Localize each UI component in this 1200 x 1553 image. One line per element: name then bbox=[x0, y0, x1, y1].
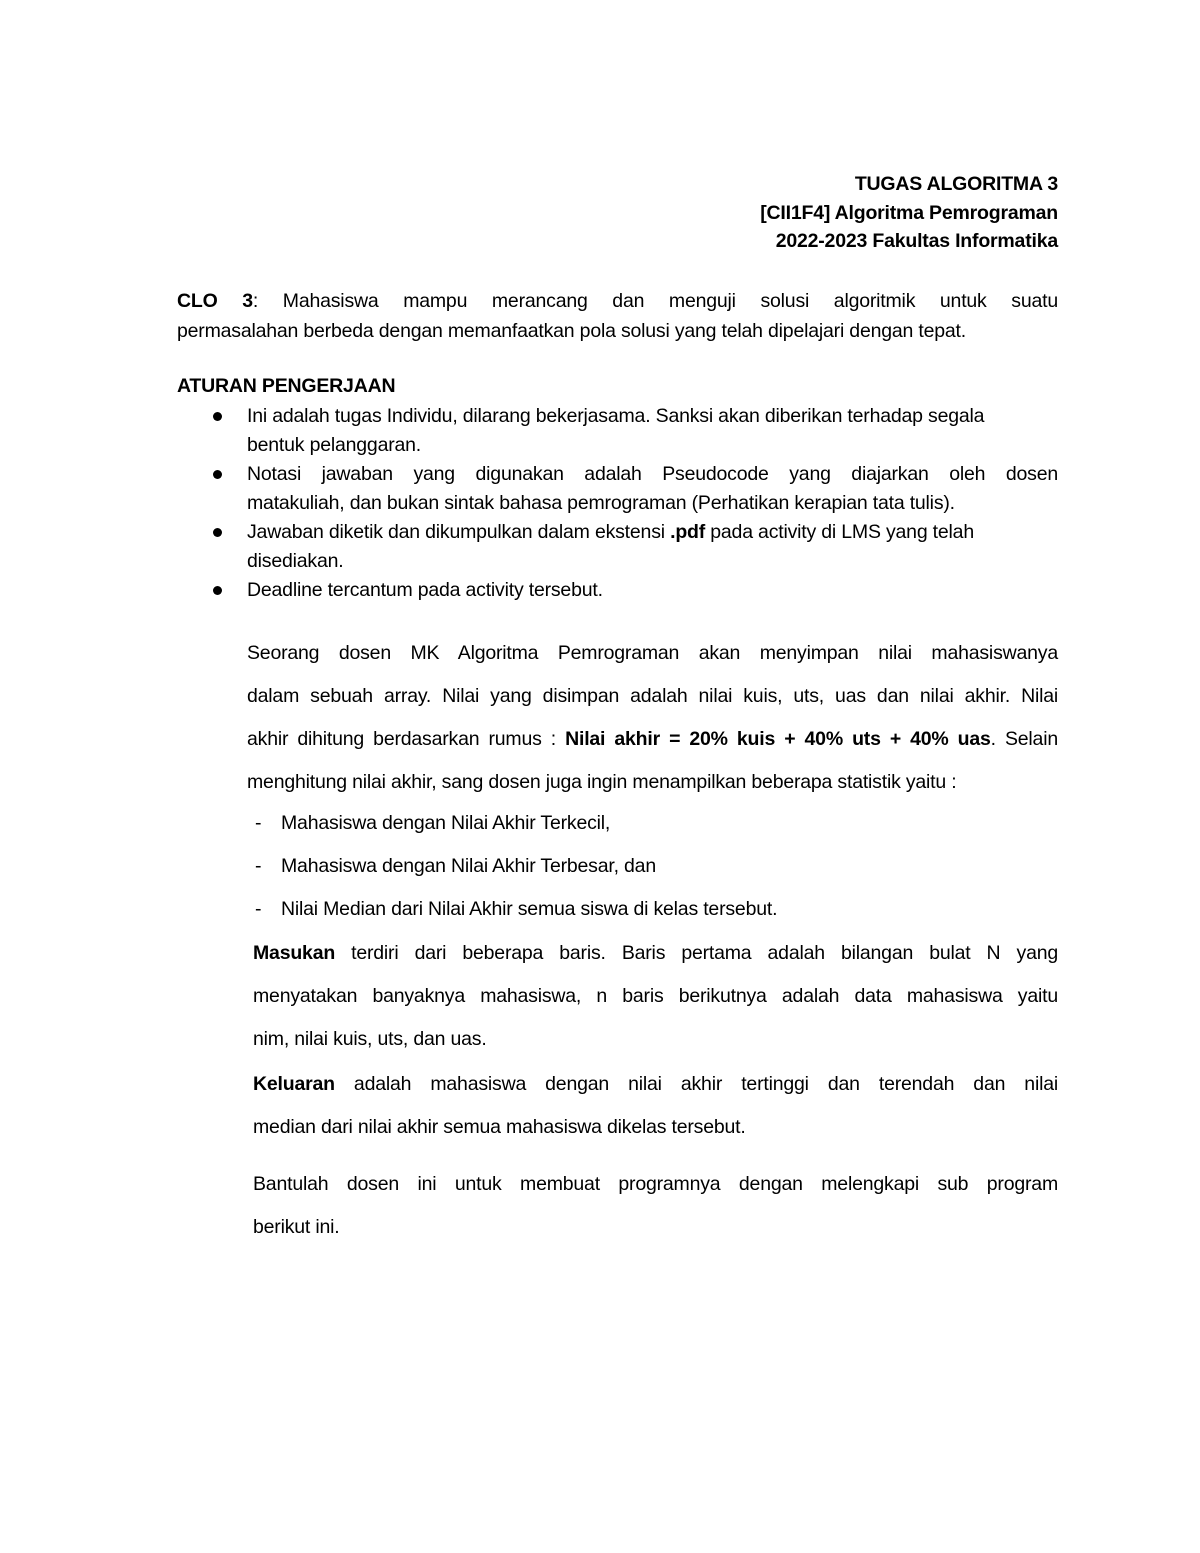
output-label: Keluaran bbox=[253, 1073, 335, 1095]
rule-3-text-post: pada activity di LMS yang telah bbox=[705, 521, 974, 543]
input-line-3: nim, nilai kuis, uts, dan uas. bbox=[253, 1028, 487, 1050]
assignment-title: TUGAS ALGORITMA 3 bbox=[854, 173, 1058, 195]
bullet-icon bbox=[213, 528, 222, 537]
problem-line-3-pre: akhir dihitung berdasarkan rumus : bbox=[247, 728, 566, 750]
clo-line-2: permasalahan berbeda dengan memanfaatkan pola solusi yang telah dipelajari dengan tepat. bbox=[177, 320, 966, 342]
academic-year-faculty: 2022-2023 Fakultas Informatika bbox=[775, 230, 1058, 252]
dash-icon: - bbox=[255, 812, 262, 834]
stat-item-max bbox=[247, 845, 1058, 888]
rule-2-line-1: Notasi jawaban yang digunakan adalah Pseudocode yang diajarkan oleh dosen bbox=[247, 463, 1058, 485]
rules-list bbox=[177, 402, 1058, 605]
rule-3-line-2: disediakan. bbox=[247, 550, 344, 572]
rule-item-deadline bbox=[177, 576, 1058, 605]
problem-line-4: menghitung nilai akhir, sang dosen juga ingin menampilkan beberapa statistik yaitu : bbox=[247, 771, 957, 793]
rule-item-notation bbox=[177, 460, 1058, 518]
rule-2-line-2: matakuliah, dan bukan sintak bahasa pemrograman (Perhatikan kerapian tata tulis). bbox=[247, 492, 955, 514]
help-line-2: berikut ini. bbox=[253, 1216, 340, 1238]
stat-item-min bbox=[247, 802, 1058, 845]
clo-line-1: CLO 3: Mahasiswa mampu merancang dan menguji solusi algoritmik untuk suatu bbox=[177, 290, 1058, 312]
stat-item-median bbox=[247, 888, 1058, 931]
statistics-list bbox=[247, 802, 1058, 931]
rule-3-text-pre: Jawaban diketik dan dikumpulkan dalam ekstensi bbox=[247, 521, 671, 543]
stat-text: Nilai Median dari Nilai Akhir semua siswa di kelas tersebut. bbox=[281, 898, 778, 920]
document-header bbox=[760, 170, 1058, 256]
rule-4-line-1: Deadline tercantum pada activity tersebut. bbox=[247, 579, 603, 601]
problem-line-2: dalam sebuah array. Nilai yang disimpan adalah nilai kuis, uts, uas dan nilai akhir. Nilai bbox=[247, 685, 1058, 707]
pdf-extension: .pdf bbox=[670, 521, 706, 543]
problem-line-3 bbox=[247, 718, 1058, 761]
bullet-icon bbox=[213, 470, 222, 479]
help-paragraph bbox=[253, 1163, 1058, 1249]
rule-3-line-1 bbox=[247, 518, 1058, 547]
formula: Nilai akhir = 20% kuis + 40% uts + 40% uas bbox=[565, 728, 991, 750]
rule-item-submission bbox=[177, 518, 1058, 576]
input-line-1-rest: terdiri dari beberapa baris. Baris pertama adalah bilangan bulat N yang bbox=[335, 942, 1058, 964]
output-line-1-rest: adalah mahasiswa dengan nilai akhir tertinggi dan terendah dan nilai bbox=[334, 1073, 1058, 1095]
rule-1-line-2: bentuk pelanggaran. bbox=[247, 434, 422, 456]
rules-heading: ATURAN PENGERJAAN bbox=[177, 375, 396, 397]
dash-icon: - bbox=[255, 855, 262, 877]
course-name: [CII1F4] Algoritma Pemrograman bbox=[760, 201, 1058, 224]
input-line-1 bbox=[253, 932, 1058, 975]
clo-label: CLO 3 bbox=[177, 290, 253, 312]
stat-text: Mahasiswa dengan Nilai Akhir Terkecil, bbox=[281, 812, 611, 834]
bullet-icon bbox=[213, 586, 222, 595]
clo-paragraph bbox=[177, 286, 1058, 346]
rule-item-individual bbox=[177, 402, 1058, 460]
problem-paragraph bbox=[247, 632, 1058, 804]
input-line-2: menyatakan banyaknya mahasiswa, n baris berikutnya adalah data mahasiswa yaitu bbox=[253, 985, 1058, 1007]
clo-text-1: Mahasiswa mampu merancang dan menguji solusi algoritmik untuk suatu bbox=[282, 290, 1058, 312]
input-paragraph bbox=[253, 932, 1058, 1061]
problem-line-1: Seorang dosen MK Algoritma Pemrograman akan menyimpan nilai mahasiswanya bbox=[247, 642, 1058, 664]
help-line-1: Bantulah dosen ini untuk membuat programnya dengan melengkapi sub program bbox=[253, 1173, 1058, 1195]
stat-text: Mahasiswa dengan Nilai Akhir Terbesar, dan bbox=[281, 855, 656, 877]
bullet-icon bbox=[213, 412, 222, 421]
input-label: Masukan bbox=[253, 942, 336, 964]
rule-1-line-1: Ini adalah tugas Individu, dilarang bekerjasama. Sanksi akan diberikan terhadap segala bbox=[247, 405, 985, 427]
dash-icon: - bbox=[255, 898, 262, 920]
output-paragraph bbox=[253, 1063, 1058, 1149]
problem-line-3-post: . Selain bbox=[990, 728, 1058, 750]
output-line-2: median dari nilai akhir semua mahasiswa dikelas tersebut. bbox=[253, 1116, 746, 1138]
output-line-1 bbox=[253, 1063, 1058, 1106]
